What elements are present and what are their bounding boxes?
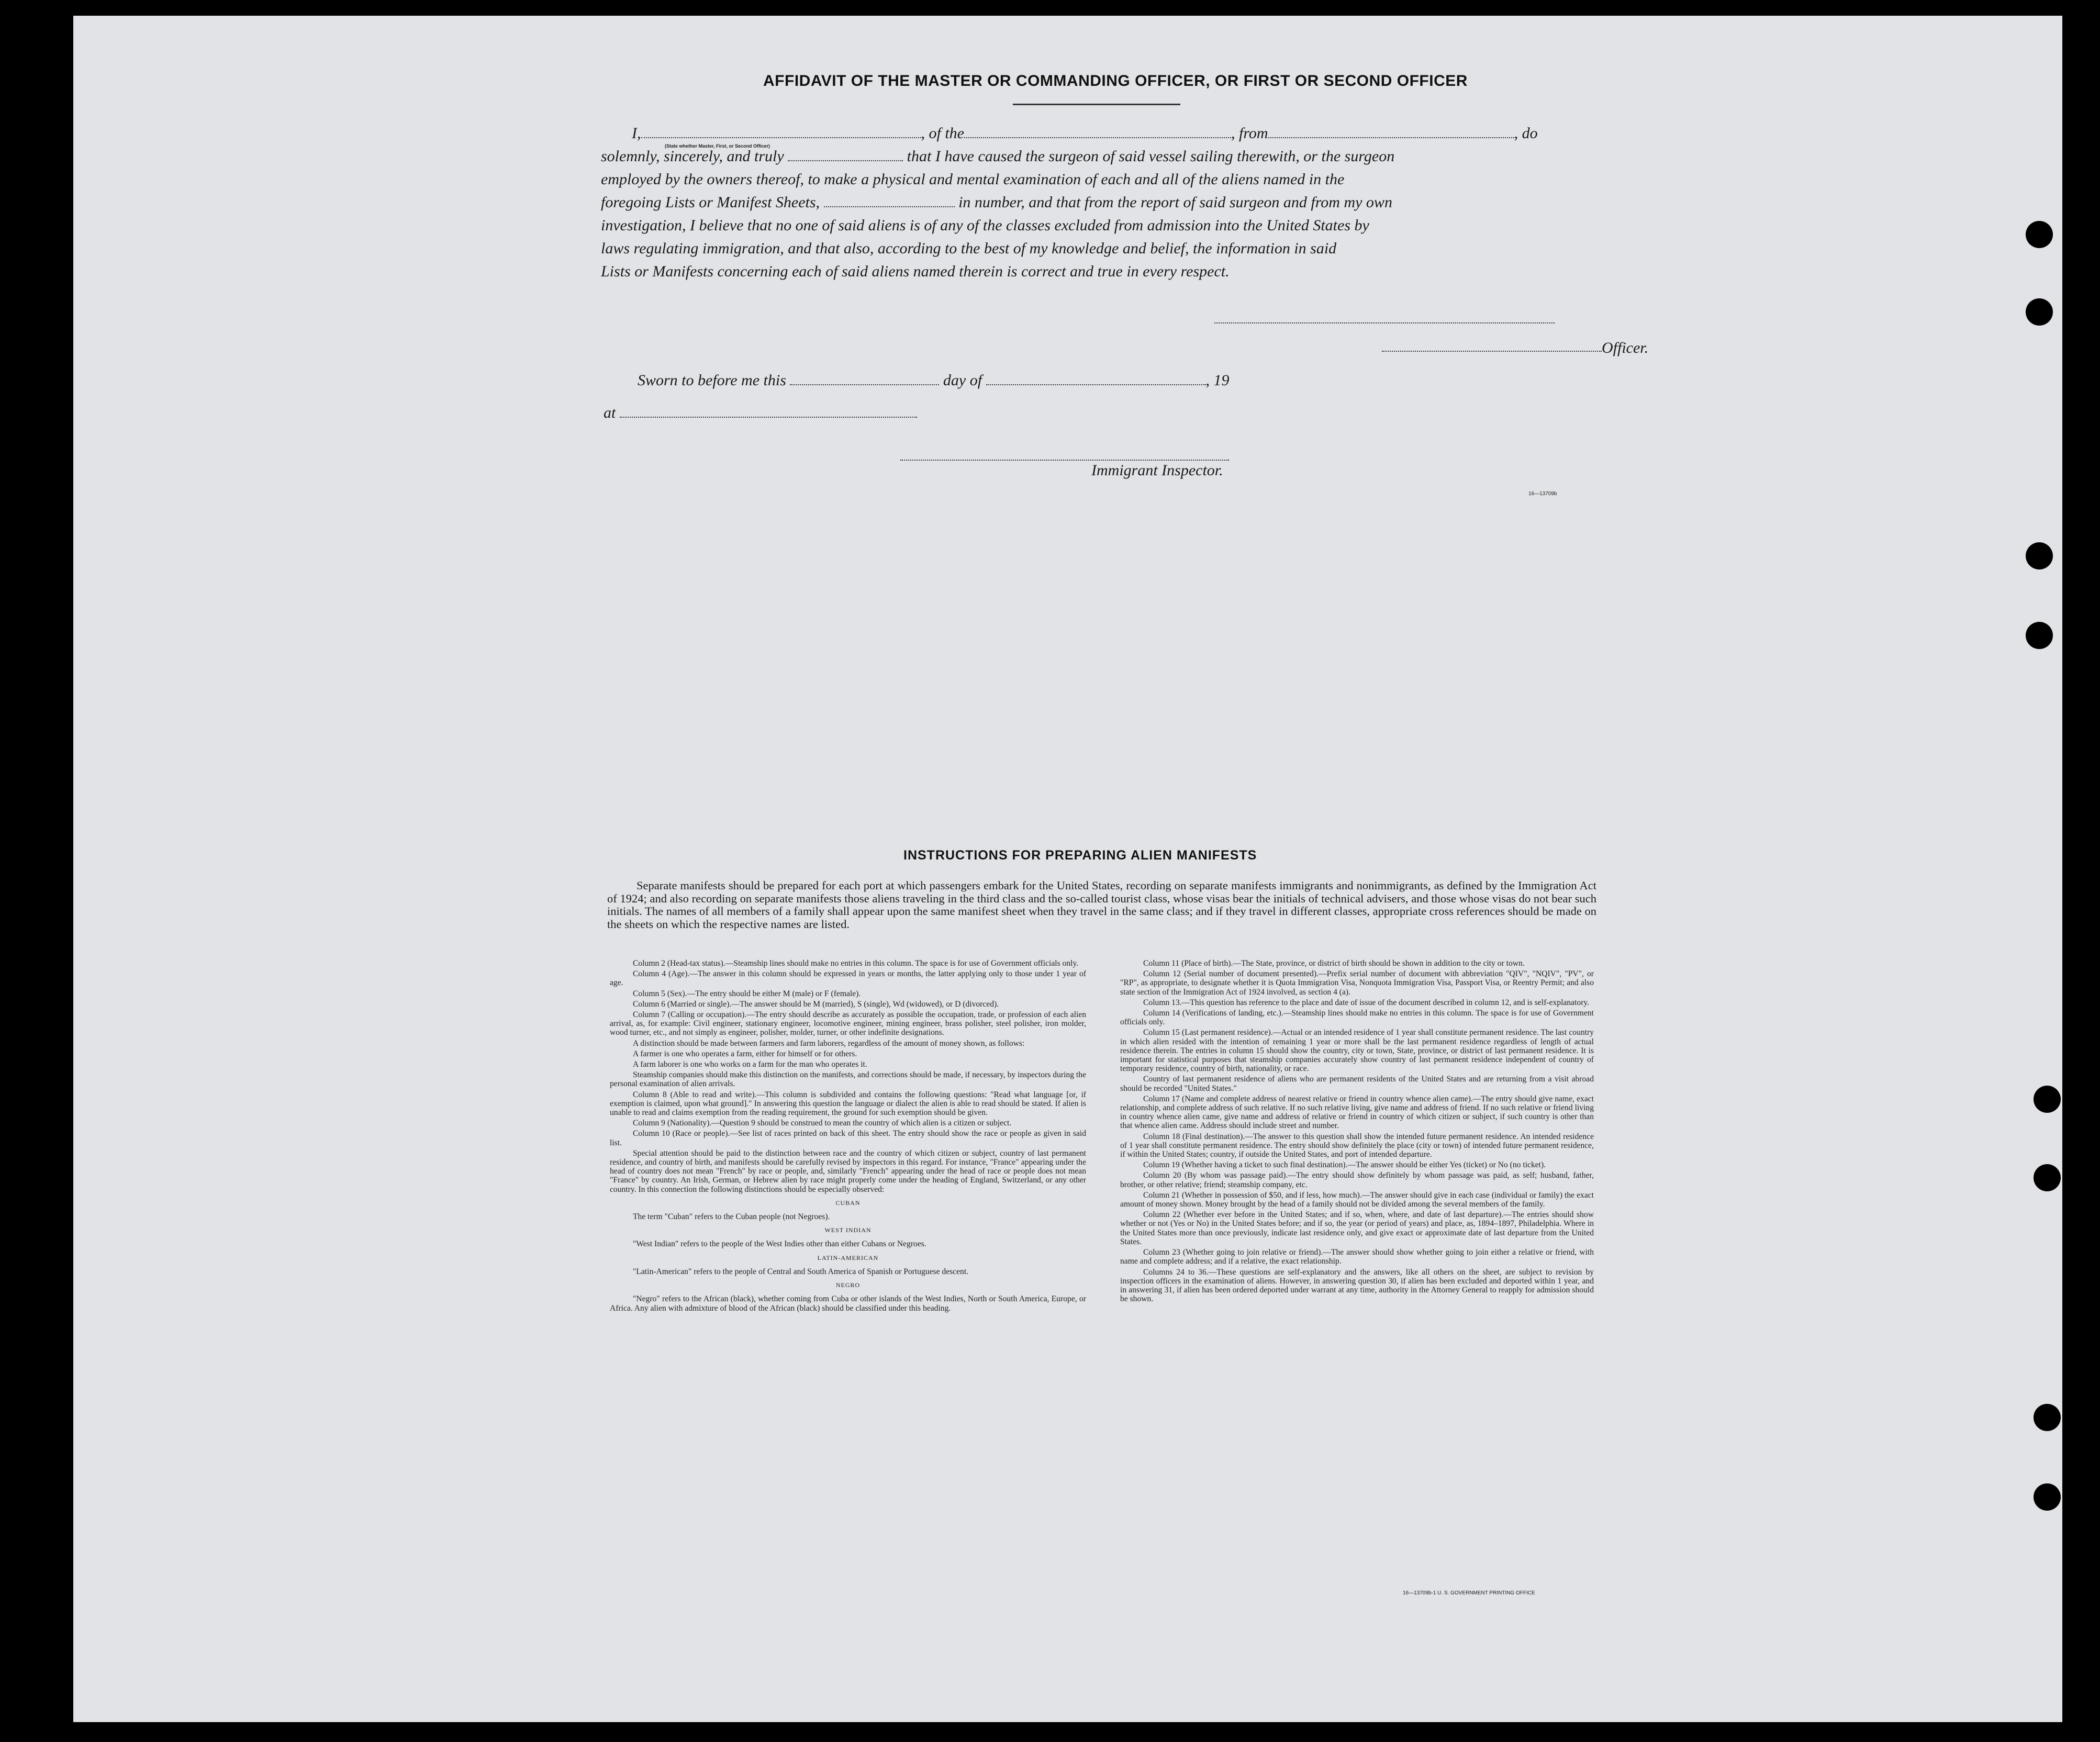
officer-label: Officer. xyxy=(1602,339,1649,356)
latin-american-definition: "Latin-American" refers to the people of Central and South America of Spanish or Portuguese descent. xyxy=(633,1267,969,1276)
instructions-intro: Separate manifests should be prepared for each port at which passengers embark for the United States, recording on separate manifests immigrants and nonimmigrants, as defined by the Immigration Act of 1924; and also recording on separate manifests those aliens traveling in the third class and the so-called tourist class, whose visas bear the initials of technical advisers, and those whose visas do not bear such initials. The names of all members of a family shall appear upon the same manifest sheet when they travel in the same class; and if they travel in different classes, appropriate cross references should be made on the sheets on which the respective names are listed. xyxy=(607,879,1596,931)
year-prefix: , 19 xyxy=(1205,372,1230,389)
left-para: Steamship companies should make this distinction on the manifests, and corrections should be made, if necessary, by inspectors during the personal examination of alien arrivals. xyxy=(610,1070,1086,1089)
title-rule xyxy=(1013,104,1180,105)
sheet-count-field xyxy=(824,196,955,207)
left-para: Column 4 (Age).—The answer in this column should be expressed in years or months, the latter applying only to those under 1 year of age. xyxy=(610,969,1086,988)
west-indian-heading: WEST INDIAN xyxy=(824,1226,872,1234)
left-para: A farmer is one who operates a farm, either for himself or for others. xyxy=(633,1049,857,1058)
right-para: Column 22 (Whether ever before in the United States; and if so, when, where, and date of last departure).—The entries should show whether or not (Yes or No) in the United States before; and if so, the year (or period of years) and place, as, 1894–1897, Philadelphia. Where in the United States more than once previously, indicate last residence only, and give exact or approximate date of last departure from the United States. xyxy=(1120,1210,1594,1246)
right-para: Column 15 (Last permanent residence).—Actual or an intended residence of 1 year shall constitute permanent residence. The last country in which alien resided with the intention of remaining 1 year or more shall be the last permanent residence regardless of length of actual residence therein. The entries in column 15 should show the country, city or town, State, province, or district of last permanent residence. It is important for statistical purposes that steamship companies accurately show country of last permanent residence independent of country of temporary residence, country of birth, nationality, or race. xyxy=(1120,1028,1594,1074)
affidavit-line-3: employed by the owners thereof, to make a physical and mental examination of each and all of the aliens named in the xyxy=(601,171,1345,188)
affidavit-line-1 xyxy=(632,125,1538,142)
left-para: Column 9 (Nationality).—Question 9 should be construed to mean the country of which alien is a citizen or subject. xyxy=(633,1119,1012,1128)
affidavit-line-5: investigation, I believe that no one of said aliens is of any of the classes excluded from admission into the United States by xyxy=(601,217,1369,234)
line4-start: foregoing Lists or Manifest Sheets, xyxy=(601,194,820,211)
sworn-text: Sworn to before me this xyxy=(638,372,786,389)
binder-hole xyxy=(2026,622,2053,649)
west-indian-definition: "West Indian" refers to the people of the West Indies other than either Cubans or Negroes. xyxy=(633,1240,926,1249)
sworn-place-field xyxy=(620,406,917,418)
right-para: Column 11 (Place of birth).—The State, province, or district of birth should be shown in addition to the city or town. xyxy=(1143,959,1525,968)
at-line xyxy=(604,404,917,422)
officer-signature-line-2 xyxy=(1382,351,1602,352)
instructions-right-column xyxy=(1120,959,1594,1305)
binder-hole xyxy=(2034,1483,2061,1511)
left-para: Column 10 (Race or people).—See list of races printed on back of this sheet. The entry should show the race or people as given in said list. xyxy=(610,1129,1086,1147)
manifest-sheet xyxy=(73,16,2062,1722)
line4-end: in number, and that from the report of said surgeon and from my own xyxy=(958,194,1392,211)
right-para: Country of last permanent residence of aliens who are permanent residents of the United States and are returning from a visit abroad should be recorded "United States." xyxy=(1120,1075,1594,1093)
left-para: Column 2 (Head-tax status).—Steamship lines should make no entries in this column. The space is for use of Government officials only. xyxy=(633,959,1079,968)
cuban-definition: The term "Cuban" refers to the Cuban people (not Negroes). xyxy=(633,1212,830,1222)
right-para: Column 17 (Name and complete address of nearest relative or friend in country whence alien came).—The entry should give name, exact relationship, and complete address of such relative. If no such relative living, give name and address of friend. If no such relative or friend living in country whence alien came, give name and address of relative or friend in country of which citizen or subject, if such country is other than that whence alien came. Address should include street and number. xyxy=(1120,1094,1594,1131)
negro-heading: NEGRO xyxy=(835,1281,861,1289)
right-para: Column 23 (Whether going to join relative or friend).—The answer should show whether going to join either a relative or friend, with name and complete address; and if a relative, the exact relationship. xyxy=(1120,1248,1594,1266)
left-para: Column 8 (Able to read and write).—This column is subdivided and contains the following questions: "Read what language [or, if exemption is claimed, upon what ground]." In answering this question the language or dialect the alien is able to read should be stated. If alien is unable to read and claims exemption from the reading requirement, the ground for such exemption should be given. xyxy=(610,1090,1086,1118)
affidavit-line-7: Lists or Manifests concerning each of said aliens named therein is correct and true in every respect. xyxy=(601,263,1230,280)
affidavit-line-2 xyxy=(601,148,1394,165)
binder-hole xyxy=(2034,1164,2061,1191)
affidavit-line-4 xyxy=(601,194,1392,211)
right-para: Column 20 (By whom was passage paid).—The entry should show definitely by whom passage was paid, as self; husband, father, brother, or other relative; friend; steamship company, etc. xyxy=(1120,1171,1594,1189)
day-of-text: day of xyxy=(943,372,982,389)
left-para: Column 6 (Married or single).—The answer should be M (married), S (single), Wd (widowed), or D (divorced). xyxy=(633,999,999,1009)
right-para: Column 12 (Serial number of document presented).—Prefix serial number of document with abbreviation "QIV", "NQIV", "PV", or "RP", as appropriate, to designate whether it is Quota Immigration Visa, Nonquota Immigration Visa, Passport Visa, or Reentry Permit; and also state section of the Immigration Act of 1924 involved, as section 4 (a). xyxy=(1120,969,1594,997)
officer-signature-line xyxy=(1214,322,1555,323)
word-from: , from xyxy=(1231,125,1268,142)
line2-end: that I have caused the surgeon of said vessel sailing therewith, or the surgeon xyxy=(907,148,1395,165)
sworn-line xyxy=(638,372,1230,389)
inspector-signature-line xyxy=(900,460,1229,461)
vessel-name-field xyxy=(964,127,1231,138)
affidavit-line-6: laws regulating immigration, and that also, according to the best of my knowledge and belief, the information in said xyxy=(601,240,1337,257)
right-para: Column 13.—This question has reference to the place and date of issue of the document described in column 12, and is self-explanatory. xyxy=(1143,998,1590,1007)
cuban-heading: CUBAN xyxy=(835,1199,861,1207)
word-i: I, xyxy=(632,125,641,142)
binder-hole xyxy=(2034,1404,2061,1431)
sworn-month-field xyxy=(986,374,1206,385)
printing-office-footer: 16—13709b-1 U. S. GOVERNMENT PRINTING OFFICE xyxy=(1403,1590,1535,1596)
at-text: at xyxy=(604,404,616,421)
right-para: Column 14 (Verifications of landing, etc.).—Steamship lines should make no entries in this column. The space is for use of Government officials only. xyxy=(1120,1009,1594,1027)
negro-definition: "Negro" refers to the African (black), whether coming from Cuba or other islands of the West Indies, North or South America, Europe, or Africa. Any alien with admixture of blood of the African (black) should be classified under this heading. xyxy=(610,1294,1086,1313)
left-para: A distinction should be made between farmers and farm laborers, regardless of the amount of money shown, as follows: xyxy=(633,1038,1025,1048)
word-do: , do xyxy=(1514,125,1538,142)
left-para: Column 5 (Sex).—The entry should be either M (male) or F (female). xyxy=(633,989,861,998)
binder-hole xyxy=(2026,542,2053,570)
left-para: A farm laborer is one who works on a farm for the man who operates it. xyxy=(633,1060,867,1069)
right-para: Columns 24 to 36.—These questions are self-explanatory and the answers, like all others on the sheet, are subject to revision by inspection officers in the examination of aliens. However, in answering question 30, if alien has been excluded and deported within 1 year, and in answering 31, if alien has been ordered deported under warrant at any time, authority in the Attorney General to reapply for admission should be shown. xyxy=(1120,1267,1594,1304)
right-para: Column 18 (Final destination).—The answer to this question shall show the intended future permanent residence. An intended residence of 1 year shall constitute permanent residence. The entry should show definitely the place (city or town) of intended future permanent residence, if within the United States; country, if outside the United States, and port of intended departure. xyxy=(1120,1132,1594,1159)
sworn-day-field xyxy=(790,374,939,385)
affidavit-title: AFFIDAVIT OF THE MASTER OR COMMANDING OFFICER, OR FIRST OR SECOND OFFICER xyxy=(763,72,1468,90)
inspector-label: Immigrant Inspector. xyxy=(1091,462,1223,479)
left-para: Column 7 (Calling or occupation).—The entry should describe as accurately as possible the occupation, trade, or profession of each alien arrival, as, for example: Civil engineer, stationary engineer, locomotive engineer, mining engineer, brass polisher, steel polisher, iron molder, wood turner, etc., and not simply as engineer, polisher, molder, turner, or other indefinite designations. xyxy=(610,1010,1086,1037)
instructions-left-column xyxy=(610,959,1086,1314)
instructions-title: INSTRUCTIONS FOR PREPARING ALIEN MANIFESTS xyxy=(903,848,1257,863)
latin-american-heading: LATIN-AMERICAN xyxy=(817,1254,879,1261)
state-whether-note: (State whether Master, First, or Second Officer) xyxy=(665,143,770,149)
binder-hole xyxy=(2026,298,2053,326)
binder-hole xyxy=(2034,1086,2061,1113)
binder-hole xyxy=(2026,221,2053,248)
right-para: Column 19 (Whether having a ticket to such final destination).—The answer should be either Yes (ticket) or No (no ticket). xyxy=(1143,1160,1546,1170)
left-para: Special attention should be paid to the distinction between race and the country of which citizen or subject, country of last permanent residence, and country of birth, and manifests should be carefully revised by inspectors in this regard. For instance, "France" appearing under the head of country does not mean "French" by race or people, and, similarly "French" appearing under the head of race or people does not mean "France" by country. An Irish, German, or Hebrew alien by race might properly come under the heading of England, Switzerland, or any other country. In this connection the following distinctions should be especially observed: xyxy=(610,1148,1086,1194)
departure-port-field xyxy=(1268,127,1514,138)
affirmation-field xyxy=(788,150,903,161)
right-para: Column 21 (Whether in possession of $50, and if less, how much).—The answer should give in each case (individual or family) the exact amount of money shown. Money brought by the head of a family should not be divided among the several members of the family. xyxy=(1120,1190,1594,1209)
form-number: 16—13709b xyxy=(1528,491,1557,497)
word-of-the: , of the xyxy=(921,125,964,142)
line2-start: solemnly, sincerely, and truly xyxy=(601,148,784,165)
officer-rank-field xyxy=(641,127,921,138)
